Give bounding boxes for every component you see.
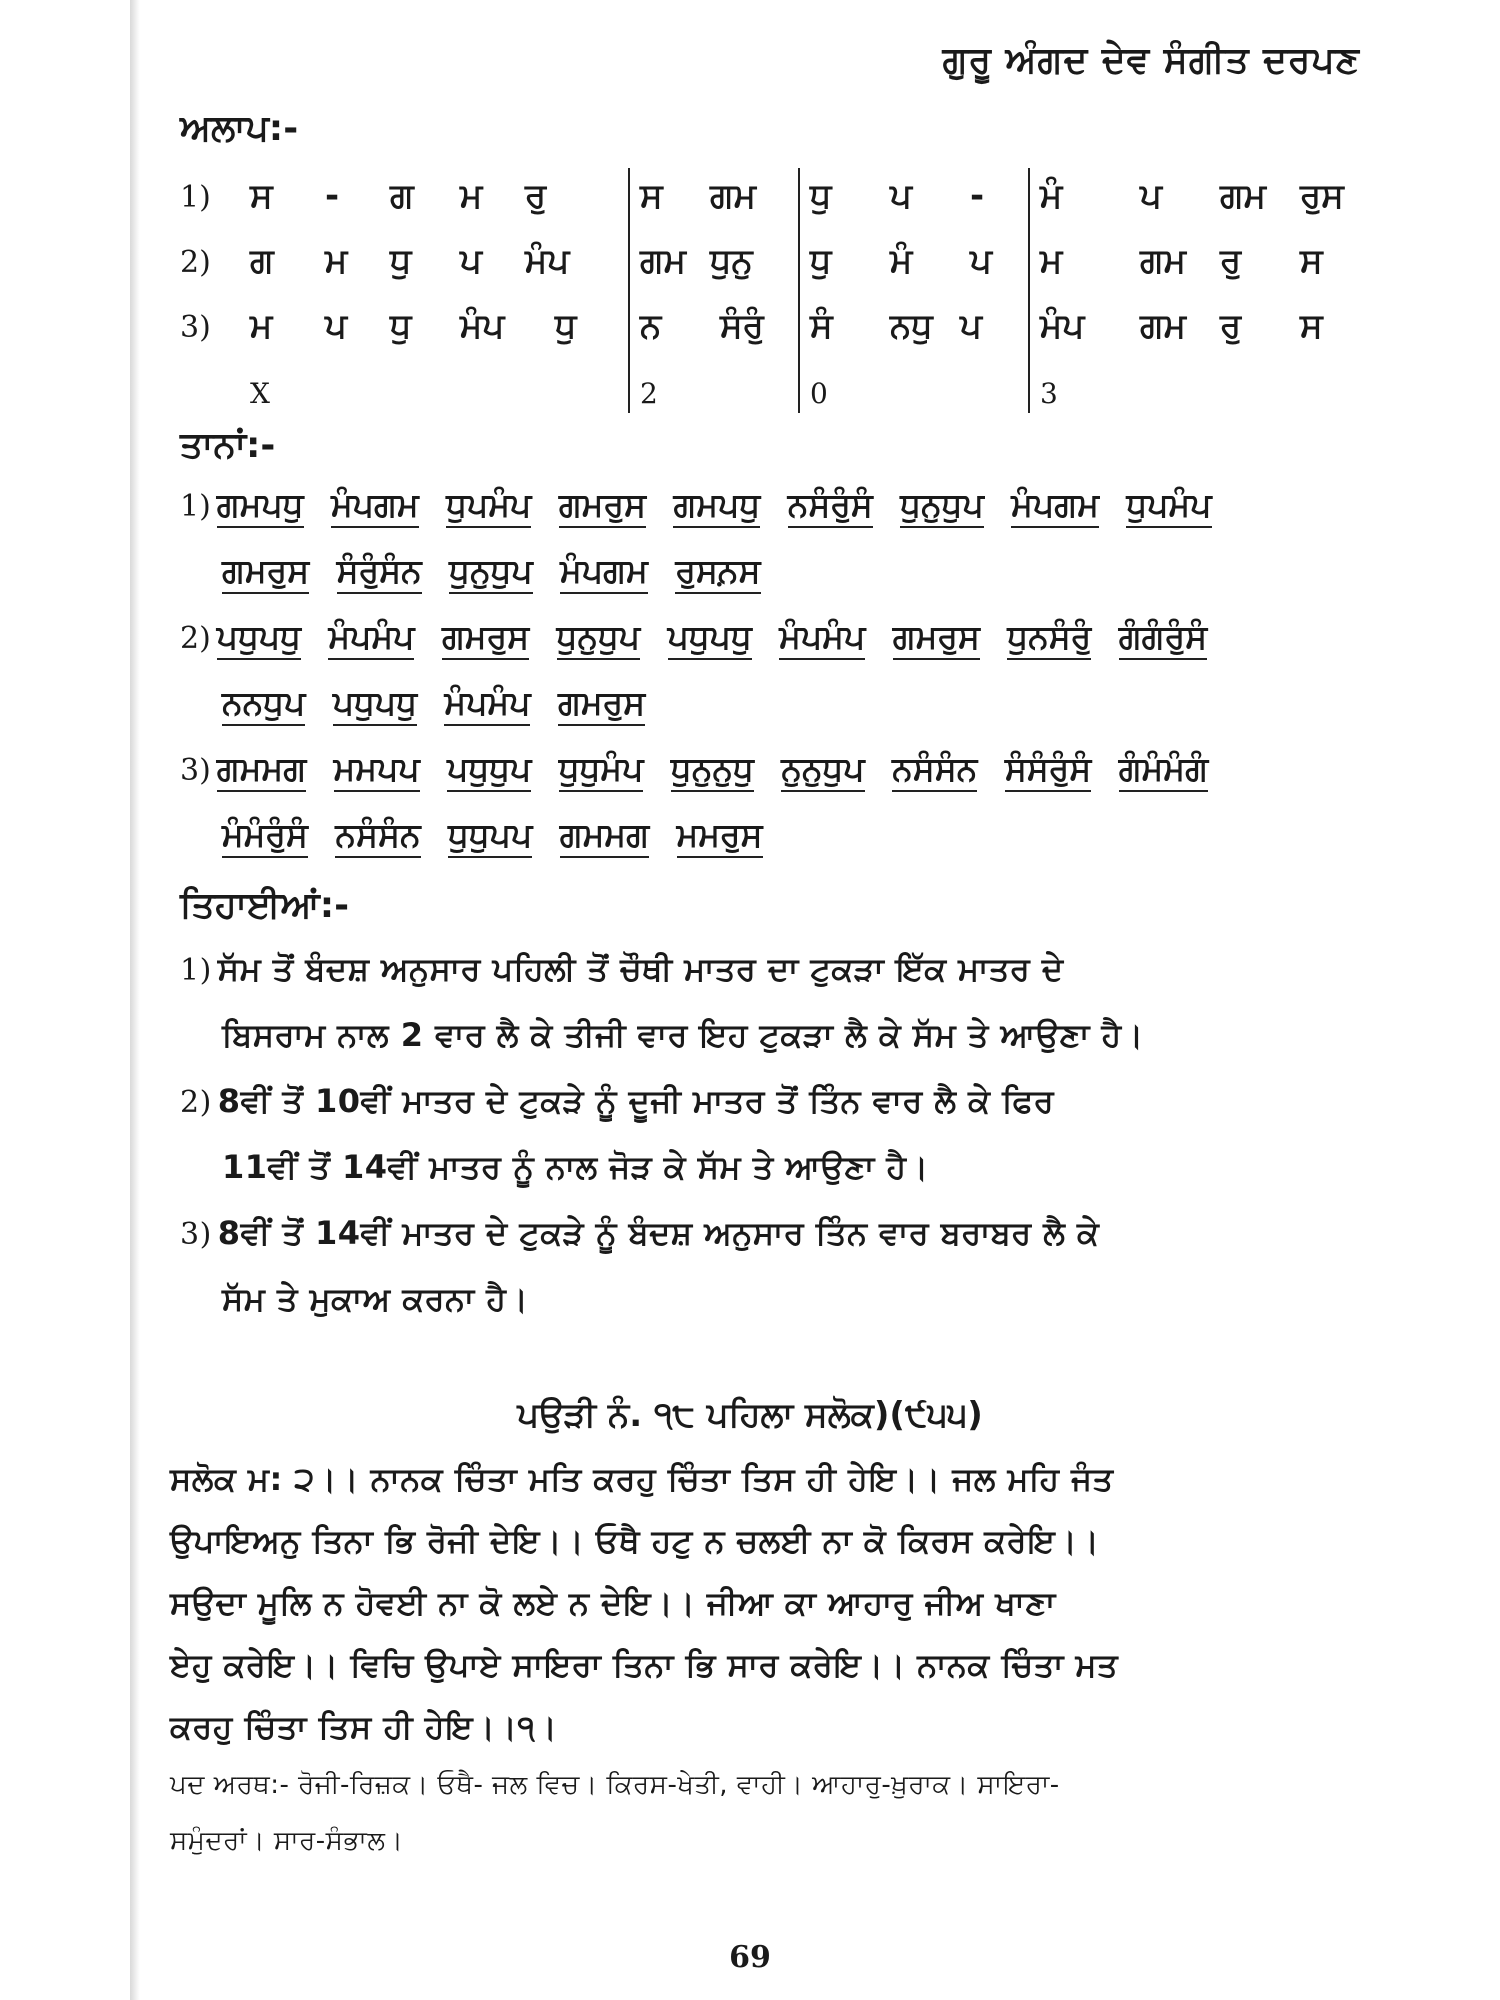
swar: ਪ xyxy=(960,306,982,346)
shlok-line: ਸਲੋਕ ਮ: ੨।। ਨਾਨਕ ਚਿੰਤਾ ਮਤਿ ਕਰਹੁ ਚਿੰਤਾ ਤਿਸ ਹੀ ਹੇਇ।। ਜਲ ਮਹਿ ਜੰਤ xyxy=(170,1460,1114,1498)
page-number: 69 xyxy=(729,1940,771,1975)
taan-phrase: ਮੰਪਮੰਪ xyxy=(779,617,865,660)
swar: ਧੁਨੁ xyxy=(710,241,753,281)
swar: ਮੰਪ xyxy=(1040,306,1085,346)
tihai-line xyxy=(180,1280,1380,1346)
beat-marker: 3 xyxy=(1040,377,1058,410)
swar: ਮ xyxy=(460,176,483,216)
swar: ਪ xyxy=(1140,176,1162,216)
taan-number: 3) xyxy=(180,753,211,788)
tihai-number: 2) xyxy=(180,1085,212,1120)
tihai-line xyxy=(180,1016,1380,1082)
swar: ਮੰਪ xyxy=(525,241,570,281)
swar: ਗਮ xyxy=(1140,306,1187,346)
shlok-text xyxy=(170,1460,1390,1770)
swar: ਸੰ xyxy=(810,306,833,346)
vibhag-divider xyxy=(628,168,630,413)
taan-phrase: ਮੰਪਗਮ xyxy=(331,485,419,528)
tihai-text: ਸੱਮ ਤੋਂ ਬੰਦਸ਼ ਅਨੁਸਾਰ ਪਹਿਲੀ ਤੋਂ ਚੌਥੀ ਮਾਤਰ ਦਾ ਟੁਕੜਾ ਇੱਕ ਮਾਤਰ ਦੇ xyxy=(217,950,1064,988)
swar: ਰੁ xyxy=(1220,241,1242,281)
taan-phrase: ਗੰਮੰਮੰਗੰ xyxy=(1119,749,1208,792)
swar: ਗਮ xyxy=(710,176,757,216)
swar: ਪ xyxy=(325,306,347,346)
swar: ਗਮ xyxy=(640,241,687,281)
taan-heading: ਤਾਨਾਂ:- xyxy=(180,425,276,466)
tihai-number: 1) xyxy=(180,953,212,988)
taan-phrase: ਧੁਧੁਪਪ xyxy=(448,815,532,858)
taan-phrase: ਮੰਪਗਮ xyxy=(1011,485,1099,528)
running-head: ਗੁਰੂ ਅੰਗਦ ਦੇਵ ਸੰਗੀਤ ਦਰਪਣ xyxy=(942,40,1360,81)
taan-phrase: ਨਸੰਰੁੰਸੰ xyxy=(788,485,873,528)
swar: ਧੁ xyxy=(810,176,832,216)
taal-beat-row xyxy=(180,363,1360,428)
shlok-line: ਏਹੁ ਕਰੇਇ।। ਵਿਚਿ ਉਪਾਏ ਸਾਇਰਾ ਤਿਨਾ ਭਿ ਸਾਰ ਕਰੇਇ।। ਨਾਨਕ ਚਿੰਤਾ ਮਤ xyxy=(170,1646,1119,1684)
taan-phrase: ਧੁਨੁਧੁਪ xyxy=(449,551,533,594)
taan-line xyxy=(180,485,1380,551)
swar: ਨਧੁ xyxy=(890,306,933,346)
swar: ਸ xyxy=(250,176,273,216)
swar: ਮ xyxy=(250,306,273,346)
taan-phrase: ਰੁਸਨ਼ਸ xyxy=(675,551,760,594)
shlok-line: ਉਪਾਇਅਨੁ ਤਿਨਾ ਭਿ ਰੋਜੀ ਦੇਇ।। ਓਥੈ ਹਟੁ ਨ ਚਲਈ ਨਾ ਕੋ ਕਿਰਸ ਕਰੇਇ।। xyxy=(170,1522,1100,1560)
taan-phrase: ਧੁਨਸੰਰੁੰ xyxy=(1007,617,1091,660)
tihai-line xyxy=(180,950,1380,1016)
swar: ਮੰ xyxy=(890,241,913,281)
swar: ਮ xyxy=(325,241,348,281)
taan-phrase: ਪਧੁਪਧੁ xyxy=(668,617,752,660)
taan-phrase: ਸੰਰੁੰਸੰਨ xyxy=(337,551,422,594)
tihai-text: 11ਵੀਂ ਤੋਂ 14ਵੀਂ ਮਾਤਰ ਨੂੰ ਨਾਲ ਜੋੜ ਕੇ ਸੱਮ ਤੇ ਆਉਣਾ ਹੈ। xyxy=(222,1148,929,1186)
swar: ਪ xyxy=(970,241,992,281)
swar: ਧੁ xyxy=(390,241,412,281)
meaning-line: ਸਮੁੰਦਰਾਂ। ਸਾਰ-ਸੰਭਾਲ। xyxy=(170,1826,404,1856)
taan-phrase: ਮੰਪਗਮ xyxy=(560,551,648,594)
taan-phrase: ਗਮਮਗ xyxy=(217,749,306,792)
taan-line xyxy=(180,617,1380,683)
taan-phrase: ਮਮਪਪ xyxy=(334,749,420,792)
swar: ਰੁ xyxy=(1220,306,1242,346)
taan-phrase: ਨਸੰਸੰਨ xyxy=(335,815,420,858)
swar: ਸ xyxy=(1300,241,1323,281)
swar: ਮ xyxy=(1040,241,1063,281)
swar: ਧੁ xyxy=(555,306,577,346)
swar: - xyxy=(970,176,985,216)
tihai-line xyxy=(180,1214,1380,1280)
shlok-line: ਕਰਹੁ ਚਿੰਤਾ ਤਿਸ ਹੀ ਹੇਇ।।੧। xyxy=(170,1708,558,1746)
meaning-line: ਪਦ ਅਰਥ:- ਰੋਜੀ-ਰਿਜ਼ਕ। ਓਥੈ- ਜਲ ਵਿਚ। ਕਿਰਸ-ਖੇਤੀ, ਵਾਹੀ। ਆਹਾਰੁ-ਖ਼ੁਰਾਕ। ਸਾਇਰਾ- xyxy=(170,1770,1060,1800)
tihai-text: ਬਿਸਰਾਮ ਨਾਲ 2 ਵਾਰ ਲੈ ਕੇ ਤੀਜੀ ਵਾਰ ਇਹ ਟੁਕੜਾ ਲੈ ਕੇ ਸੱਮ ਤੇ ਆਉਣਾ ਹੈ। xyxy=(222,1016,1144,1054)
taan-phrase: ਧੁਨੁਧੁਪ xyxy=(900,485,984,528)
taan-phrase: ਗਮਮਗ xyxy=(560,815,649,858)
taan-line xyxy=(180,749,1380,815)
row-number: 2) xyxy=(180,245,211,280)
swar: ਪ xyxy=(460,241,482,281)
taan-phrase: ਮਮਰੁਸ xyxy=(677,815,763,858)
taan-phrase: ਧੁਨੁਧੁਪ xyxy=(557,617,641,660)
tihai-text: 8ਵੀਂ ਤੋਂ 14ਵੀਂ ਮਾਤਰ ਦੇ ਟੁਕੜੇ ਨੂੰ ਬੰਦਸ਼ ਅਨੁਸਾਰ ਤਿੰਨ ਵਾਰ ਬਰਾਬਰ ਲੈ ਕੇ xyxy=(217,1214,1100,1252)
shlok-line: ਸਉਦਾ ਮੂਲਿ ਨ ਹੋਵਈ ਨਾ ਕੋ ਲਏ ਨ ਦੇਇ।। ਜੀਆ ਕਾ ਆਹਾਰੁ ਜੀਅ ਖਾਣਾ xyxy=(170,1584,1056,1622)
taan-phrase: ਧੁਨੁਨੁਧੁ xyxy=(671,749,754,792)
swar: ਮੰ xyxy=(1040,176,1063,216)
taan-number: 2) xyxy=(180,621,211,656)
taan-phrase: ਮੰਪਮੰਪ xyxy=(444,683,530,726)
swar: ਰੁ xyxy=(525,176,547,216)
taan-phrase: ਨੁਨੁਧੁਪ xyxy=(781,749,864,792)
swar: ਰੁਸ xyxy=(1300,176,1344,216)
tihai-line xyxy=(180,1082,1380,1148)
taan-line xyxy=(180,815,1380,881)
alap-row xyxy=(180,168,1360,233)
swar: ਗ xyxy=(390,176,414,216)
beat-marker: X xyxy=(250,377,270,410)
page-gutter-shadow xyxy=(130,0,140,2000)
alap-notation-grid xyxy=(180,168,1360,428)
taan-phrase: ਮੰਪਮੰਪ xyxy=(328,617,414,660)
vibhag-divider xyxy=(798,168,800,413)
pauri-title: ਪਉੜੀ ਨੰ. ੧੮ ਪਹਿਲਾ ਸਲੋਕ)(੯੫੫) xyxy=(517,1395,983,1435)
row-number: 1) xyxy=(180,180,211,215)
taan-phrase: ਗਮਰੁਸ xyxy=(559,485,646,528)
taan-phrase: ਧੁਪਮੰਪ xyxy=(1126,485,1211,528)
taan-phrase: ਗਮਰੁਸ xyxy=(222,551,309,594)
beat-marker: 2 xyxy=(640,377,658,410)
swar: ਸੰਰੁੰ xyxy=(720,306,764,346)
vibhag-divider xyxy=(1028,168,1030,413)
swar: ਪ xyxy=(890,176,912,216)
taan-phrase: ਧੁਧੁਮੰਪ xyxy=(559,749,644,792)
swar: ਗਮ xyxy=(1220,176,1267,216)
taan-phrase: ਗਮਪਧੁ xyxy=(217,485,304,528)
swar: ਸ xyxy=(1300,306,1323,346)
word-meanings xyxy=(170,1770,1390,1882)
alap-row xyxy=(180,298,1360,363)
taan-phrase: ਪਧੁਧੁਪ xyxy=(447,749,531,792)
swar: ਨ xyxy=(640,306,662,346)
taan-phrase: ਪਧੁਪਧੁ xyxy=(333,683,417,726)
swar: - xyxy=(325,176,340,216)
taan-phrase: ਨਸੰਸੰਨ xyxy=(892,749,977,792)
tihai-number: 3) xyxy=(180,1217,212,1252)
tihai-heading: ਤਿਹਾਈਆਂ:- xyxy=(180,885,350,926)
taan-phrase: ਗਮਪਧੁ xyxy=(673,485,760,528)
alap-row xyxy=(180,233,1360,298)
swar: ਸ xyxy=(640,176,663,216)
swar: ਮੰਪ xyxy=(460,306,505,346)
taan-line xyxy=(180,683,1380,749)
row-number: 3) xyxy=(180,310,211,345)
taan-list xyxy=(180,485,1380,881)
taan-phrase: ਮੰਮੰਰੁੰਸੰ xyxy=(222,815,308,858)
alap-heading: ਅਲਾਪ:- xyxy=(180,108,299,149)
tihai-list xyxy=(180,950,1380,1346)
taan-phrase: ਨਨਧੁਪ xyxy=(222,683,305,726)
tihai-line xyxy=(180,1148,1380,1214)
tihai-text: 8ਵੀਂ ਤੋਂ 10ਵੀਂ ਮਾਤਰ ਦੇ ਟੁਕੜੇ ਨੂੰ ਦੂਜੀ ਮਾਤਰ ਤੋਂ ਤਿੰਨ ਵਾਰ ਲੈ ਕੇ ਫਿਰ xyxy=(217,1082,1055,1120)
taan-phrase: ਗਮਰੁਸ xyxy=(558,683,645,726)
beat-marker: 0 xyxy=(810,377,828,410)
swar: ਗ xyxy=(250,241,274,281)
taan-phrase: ਗਮਰੁਸ xyxy=(893,617,980,660)
taan-line xyxy=(180,551,1380,617)
taan-number: 1) xyxy=(180,489,211,524)
taan-phrase: ਪਧੁਪਧੁ xyxy=(217,617,301,660)
taan-phrase: ਸੰਸੰਰੁੰਸੰ xyxy=(1005,749,1091,792)
taan-phrase: ਗਮਰੁਸ xyxy=(442,617,529,660)
taan-phrase: ਗੰਗੰਰੁੰਸੰ xyxy=(1119,617,1207,660)
taan-phrase: ਧੁਪਮੰਪ xyxy=(446,485,531,528)
swar: ਧੁ xyxy=(810,241,832,281)
swar: ਗਮ xyxy=(1140,241,1187,281)
swar: ਧੁ xyxy=(390,306,412,346)
tihai-text: ਸੱਮ ਤੇ ਮੁਕਾਅ ਕਰਨਾ ਹੈ। xyxy=(222,1280,529,1318)
